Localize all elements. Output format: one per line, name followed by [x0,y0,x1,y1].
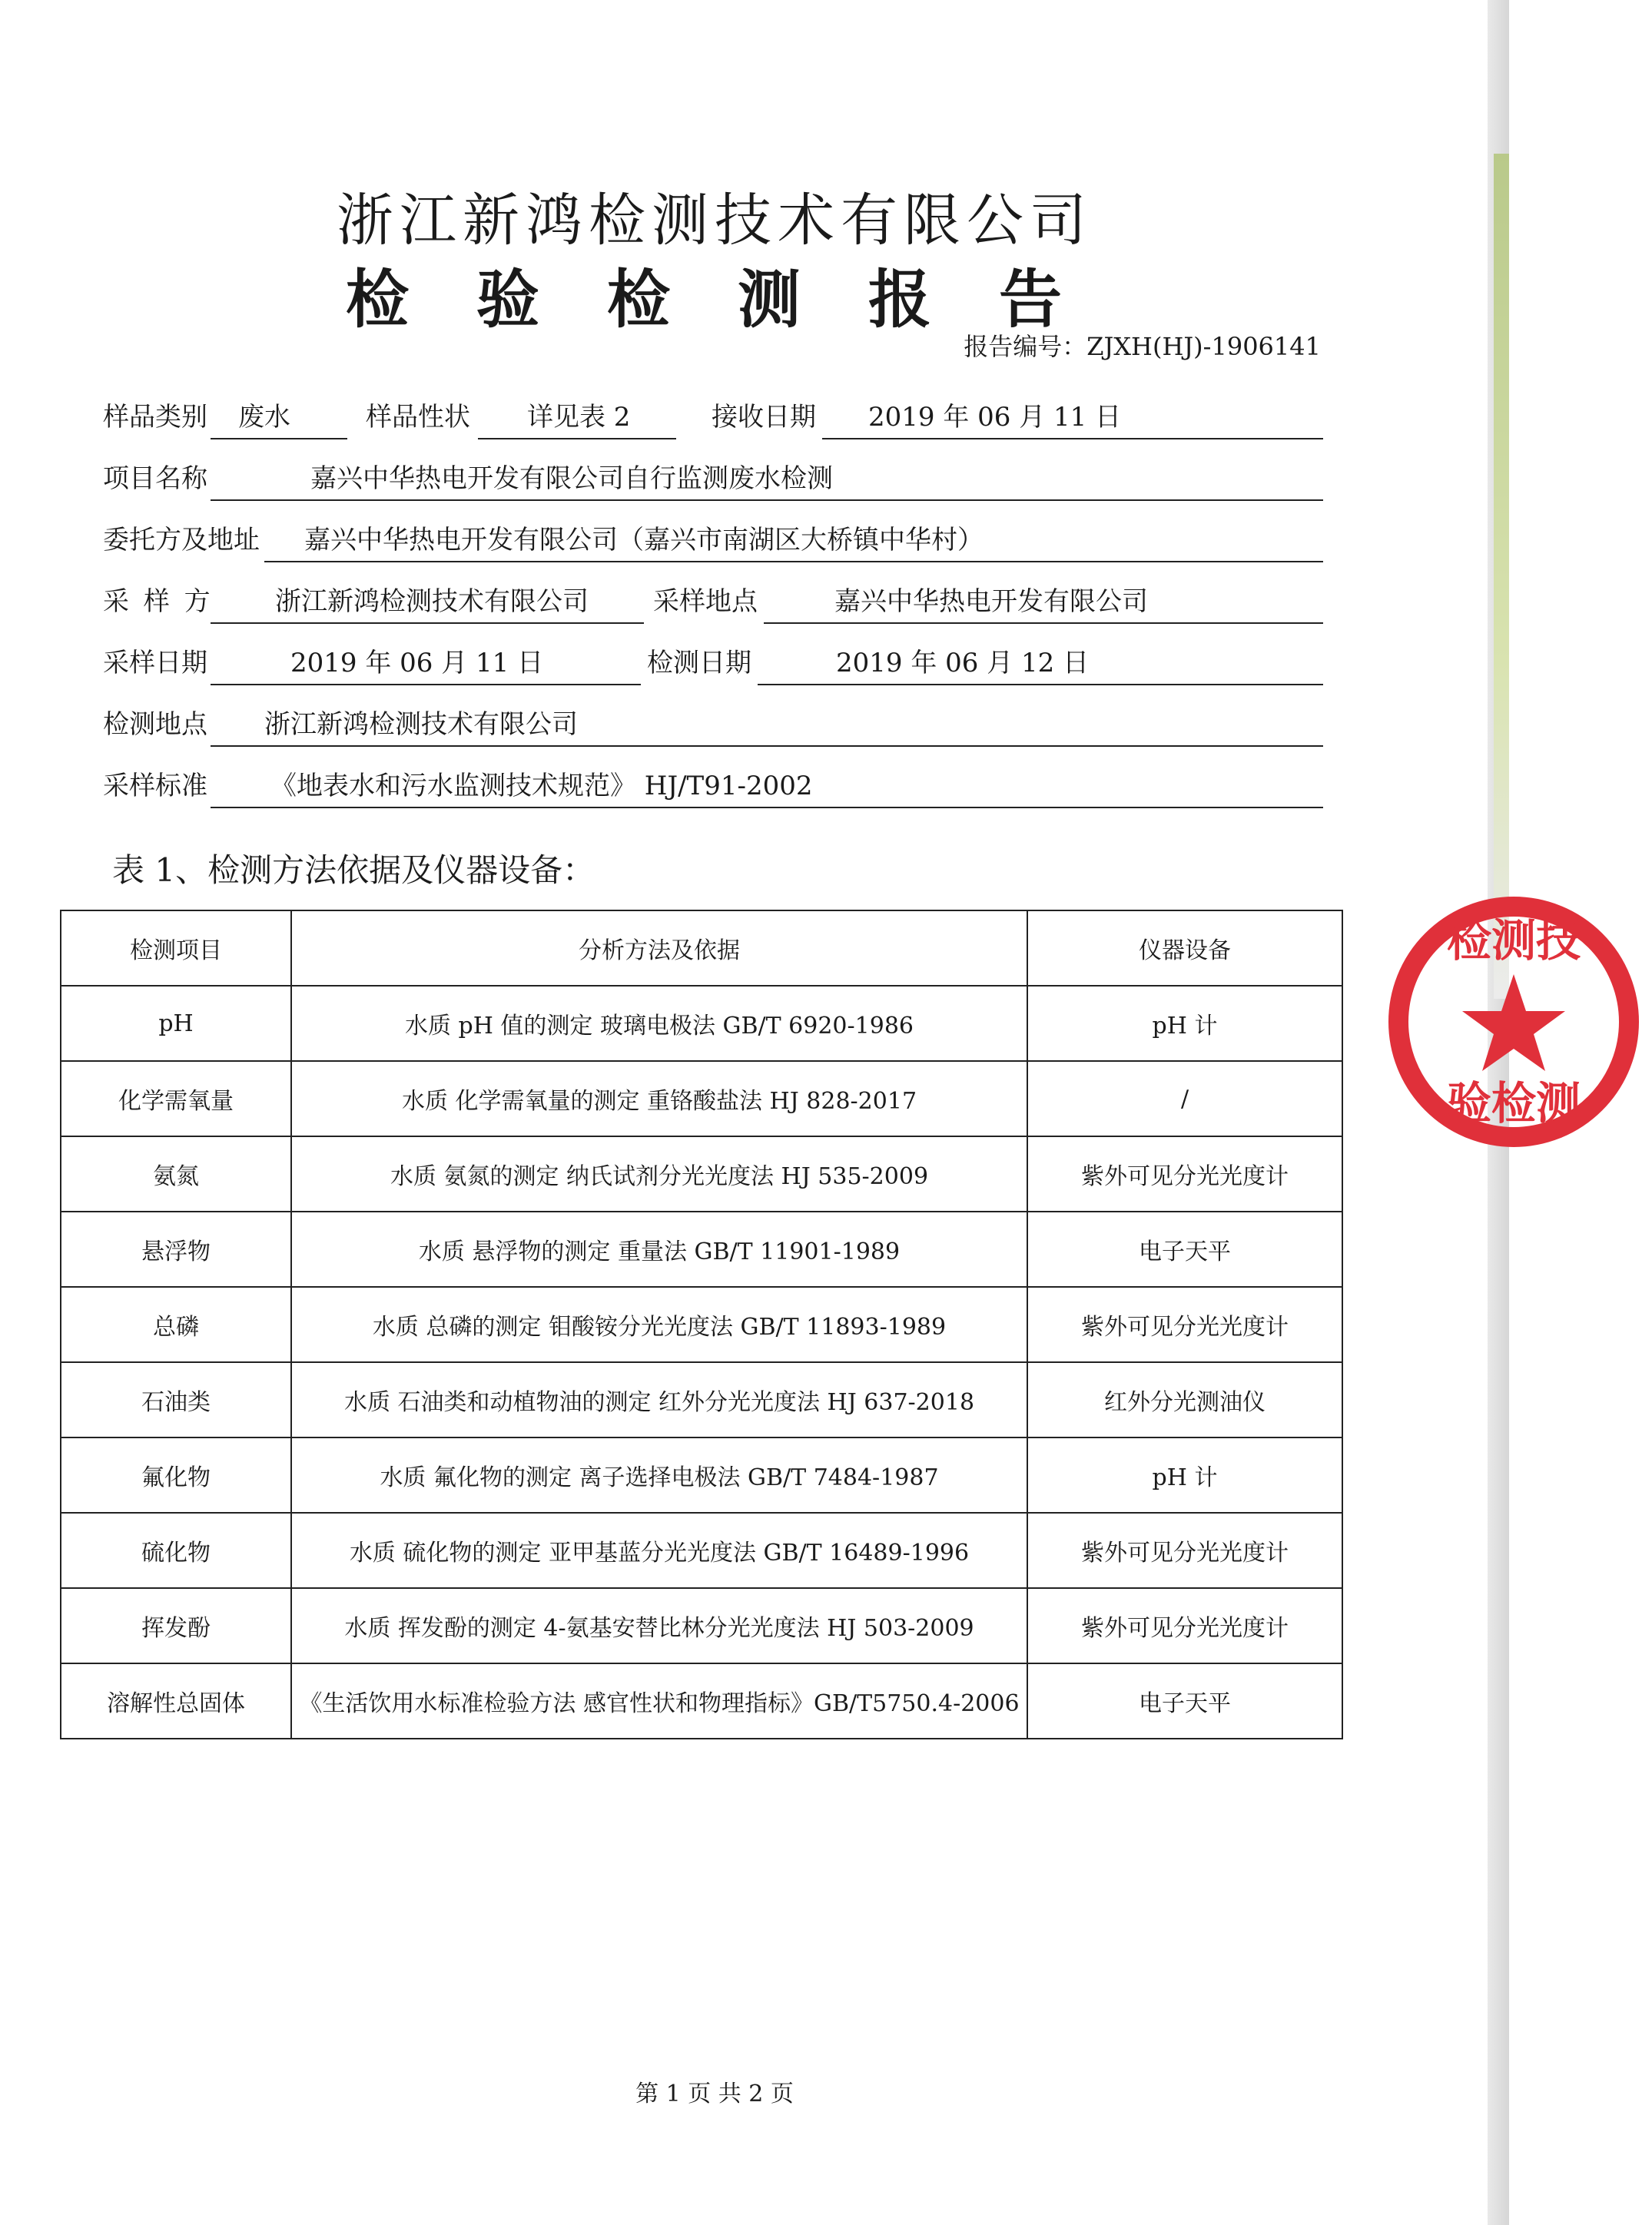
cell-instrument: 紫外可见分光光度计 [1027,1588,1342,1663]
value-sample-site: 嘉兴中华热电开发有限公司 [834,586,1148,617]
cell-instrument: / [1027,1061,1342,1136]
value-test-site: 浙江新鸿检测技术有限公司 [264,709,578,740]
header-item: 检测项目 [61,910,291,986]
cell-method: 水质 pH 值的测定 玻璃电极法 GB/T 6920-1986 [291,986,1027,1061]
label-test-date: 检测日期 [647,648,751,678]
header-method: 分析方法及依据 [291,910,1027,986]
cell-method: 水质 总磷的测定 钼酸铵分光光度法 GB/T 11893-1989 [291,1287,1027,1362]
value-client: 嘉兴中华热电开发有限公司（嘉兴市南湖区大桥镇中华村） [304,525,984,555]
cell-item: 挥发酚 [61,1588,291,1663]
cell-item: 悬浮物 [61,1212,291,1287]
table-row [61,1663,1342,1739]
cell-item: 石油类 [61,1362,291,1437]
table-row [61,1588,1342,1663]
label-sample-type: 样品类别 [103,402,207,433]
field-row-sample [97,401,1323,439]
label-standard: 采样标准 [103,771,207,801]
table-caption: 表 1、检测方法依据及仪器设备： [112,851,595,889]
cell-item: 氟化物 [61,1437,291,1513]
company-seal [1375,876,1652,1168]
binding-tab [1494,154,1509,999]
table-header-row [61,910,1342,986]
field-row-test-site [97,708,1323,747]
table-row [61,1287,1342,1362]
table-row [61,1437,1342,1513]
table-row [61,1362,1342,1437]
table-row [61,1136,1342,1212]
header-instrument: 仪器设备 [1027,910,1342,986]
cell-instrument: pH 计 [1027,986,1342,1061]
cell-instrument: 红外分光测油仪 [1027,1362,1342,1437]
cell-method: 水质 挥发酚的测定 4-氨基安替比林分光光度法 HJ 503-2009 [291,1588,1027,1663]
value-test-date: 2019 年 06 月 12 日 [836,648,1090,678]
label-project: 项目名称 [103,463,207,494]
company-name: 浙江新鸿检测技术有限公司 [337,187,1093,254]
field-row-standard [97,770,1323,808]
label-sample-state: 样品性状 [366,402,470,433]
cell-instrument: pH 计 [1027,1437,1342,1513]
cell-method: 水质 石油类和动植物油的测定 红外分光光度法 HJ 637-2018 [291,1362,1027,1437]
cell-instrument: 电子天平 [1027,1212,1342,1287]
value-receive-date: 2019 年 06 月 11 日 [868,402,1122,433]
label-test-site: 检测地点 [103,709,207,740]
seal-text-bottom: 验检测 [1446,1077,1581,1129]
value-sample-type: 废水 [238,402,290,433]
cell-item: 化学需氧量 [61,1061,291,1136]
cell-instrument: 电子天平 [1027,1663,1342,1739]
field-row-client [97,524,1323,562]
cell-method: 水质 化学需氧量的测定 重铬酸盐法 HJ 828-2017 [291,1061,1027,1136]
report-title: 检验检测报告 [345,263,1130,337]
label-receive-date: 接收日期 [712,402,816,433]
cell-instrument: 紫外可见分光光度计 [1027,1287,1342,1362]
seal-text-top: 检测技 [1446,914,1581,967]
value-sample-date: 2019 年 06 月 11 日 [290,648,544,678]
value-sample-state: 详见表 2 [527,402,631,433]
field-row-project [97,463,1323,501]
table-row [61,1061,1342,1136]
label-client: 委托方及地址 [103,525,260,555]
label-sample-date: 采样日期 [103,648,207,678]
label-sample-site: 采样地点 [653,586,758,617]
cell-item: 氨氮 [61,1136,291,1212]
cell-method: 水质 悬浮物的测定 重量法 GB/T 11901-1989 [291,1212,1027,1287]
field-row-dates [97,647,1323,685]
cell-item: 总磷 [61,1287,291,1362]
cell-instrument: 紫外可见分光光度计 [1027,1136,1342,1212]
page-footer: 第 1 页 共 2 页 [635,2081,794,2107]
cell-method: 水质 氟化物的测定 离子选择电极法 GB/T 7484-1987 [291,1437,1027,1513]
value-standard: 《地表水和污水监测技术规范》 HJ/T91-2002 [270,771,813,801]
cell-method: 水质 氨氮的测定 纳氏试剂分光光度法 HJ 535-2009 [291,1136,1027,1212]
table-row [61,1212,1342,1287]
table-row [61,1513,1342,1588]
field-row-sampler [97,585,1323,624]
methods-table [60,910,1343,1739]
value-project: 嘉兴中华热电开发有限公司自行监测废水检测 [310,463,833,494]
cell-instrument: 紫外可见分光光度计 [1027,1513,1342,1588]
cell-item: 溶解性总固体 [61,1663,291,1739]
value-sampler: 浙江新鸿检测技术有限公司 [275,586,589,617]
cell-item: pH [61,986,291,1061]
table-row [61,986,1342,1061]
cell-item: 硫化物 [61,1513,291,1588]
cell-method: 水质 硫化物的测定 亚甲基蓝分光光度法 GB/T 16489-1996 [291,1513,1027,1588]
report-number: 报告编号：ZJXH(HJ)-1906141 [964,332,1321,361]
cell-method: 《生活饮用水标准检验方法 感官性状和物理指标》GB/T5750.4-2006 [291,1663,1027,1739]
label-sampler: 采 样 方 [103,586,214,617]
